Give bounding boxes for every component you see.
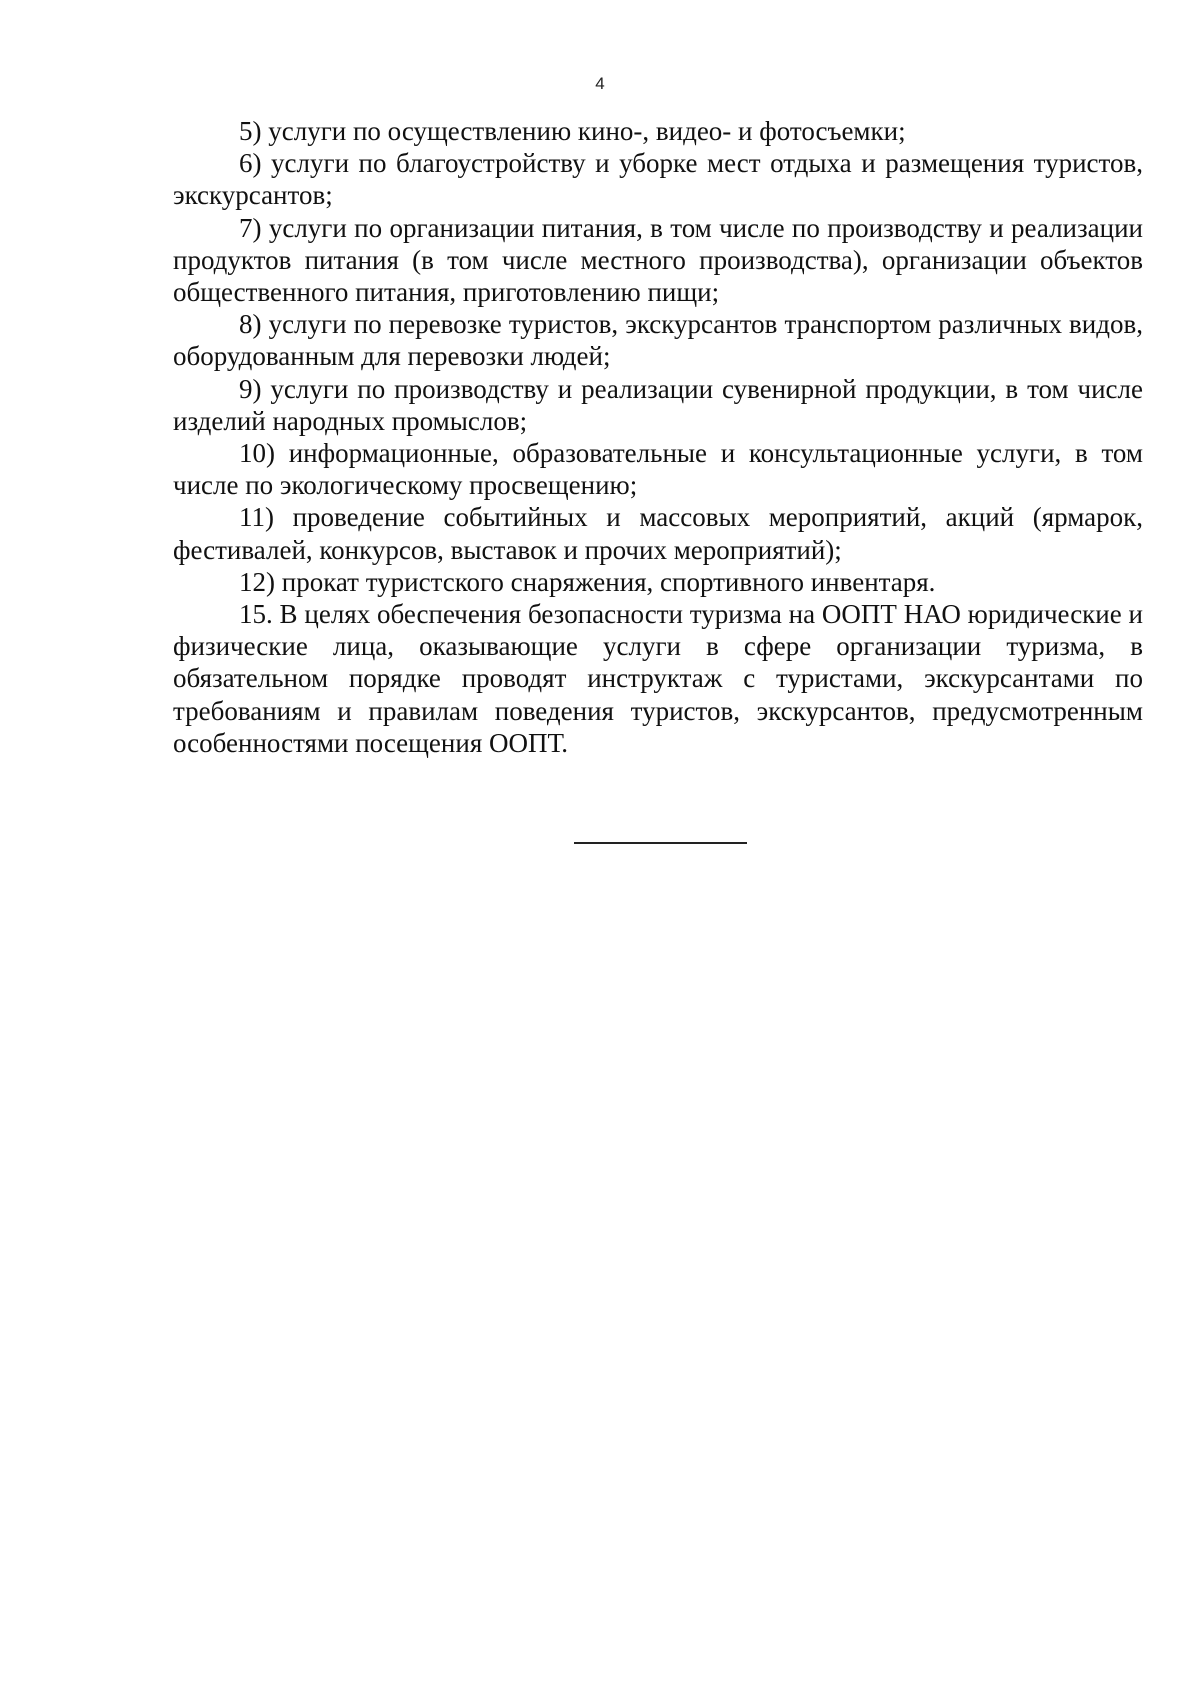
list-item-5: 5) услуги по осуществлению кино-, видео- и фотосъемки; bbox=[239, 116, 906, 146]
page-number: 4 bbox=[595, 74, 605, 93]
list-item-8: 8) услуги по перевозке туристов, экскурсантов транспортом различных видов, оборудованным для перевозки людей; bbox=[173, 309, 1143, 372]
end-divider-line bbox=[574, 842, 747, 844]
section-15-paragraph: 15. В целях обеспечения безопасности туризма на ООПТ НАО юридические и физические лица, оказывающие услуги в сфере организации туризма, в обязательном порядке проводят инструктаж с туристами, экскурсантами по требованиям и правилам поведения туристов, экскурсантов, предусмотренным особенностями посещения ООПТ. bbox=[173, 599, 1143, 758]
list-item-10: 10) информационные, образовательные и консультационные услуги, в том числе по экологическому просвещению; bbox=[173, 438, 1143, 501]
list-item-11: 11) проведение событийных и массовых мероприятий, акций (ярмарок, фестивалей, конкурсов, выставок и прочих мероприятий); bbox=[173, 502, 1143, 565]
list-item-7: 7) услуги по организации питания, в том числе по производству и реализации продуктов питания (в том числе местного производства), организации объектов общественного питания, приготовлению пищи; bbox=[173, 212, 1143, 308]
list-item-6: 6) услуги по благоустройству и уборке мест отдыха и размещения туристов, экскурсантов; bbox=[173, 148, 1143, 211]
list-item-12: 12) прокат туристского снаряжения, спортивного инвентаря. bbox=[239, 566, 936, 597]
list-item-9: 9) услуги по производству и реализации сувенирной продукции, в том числе изделий народных промыслов; bbox=[173, 373, 1143, 436]
document-body bbox=[173, 115, 1143, 759]
